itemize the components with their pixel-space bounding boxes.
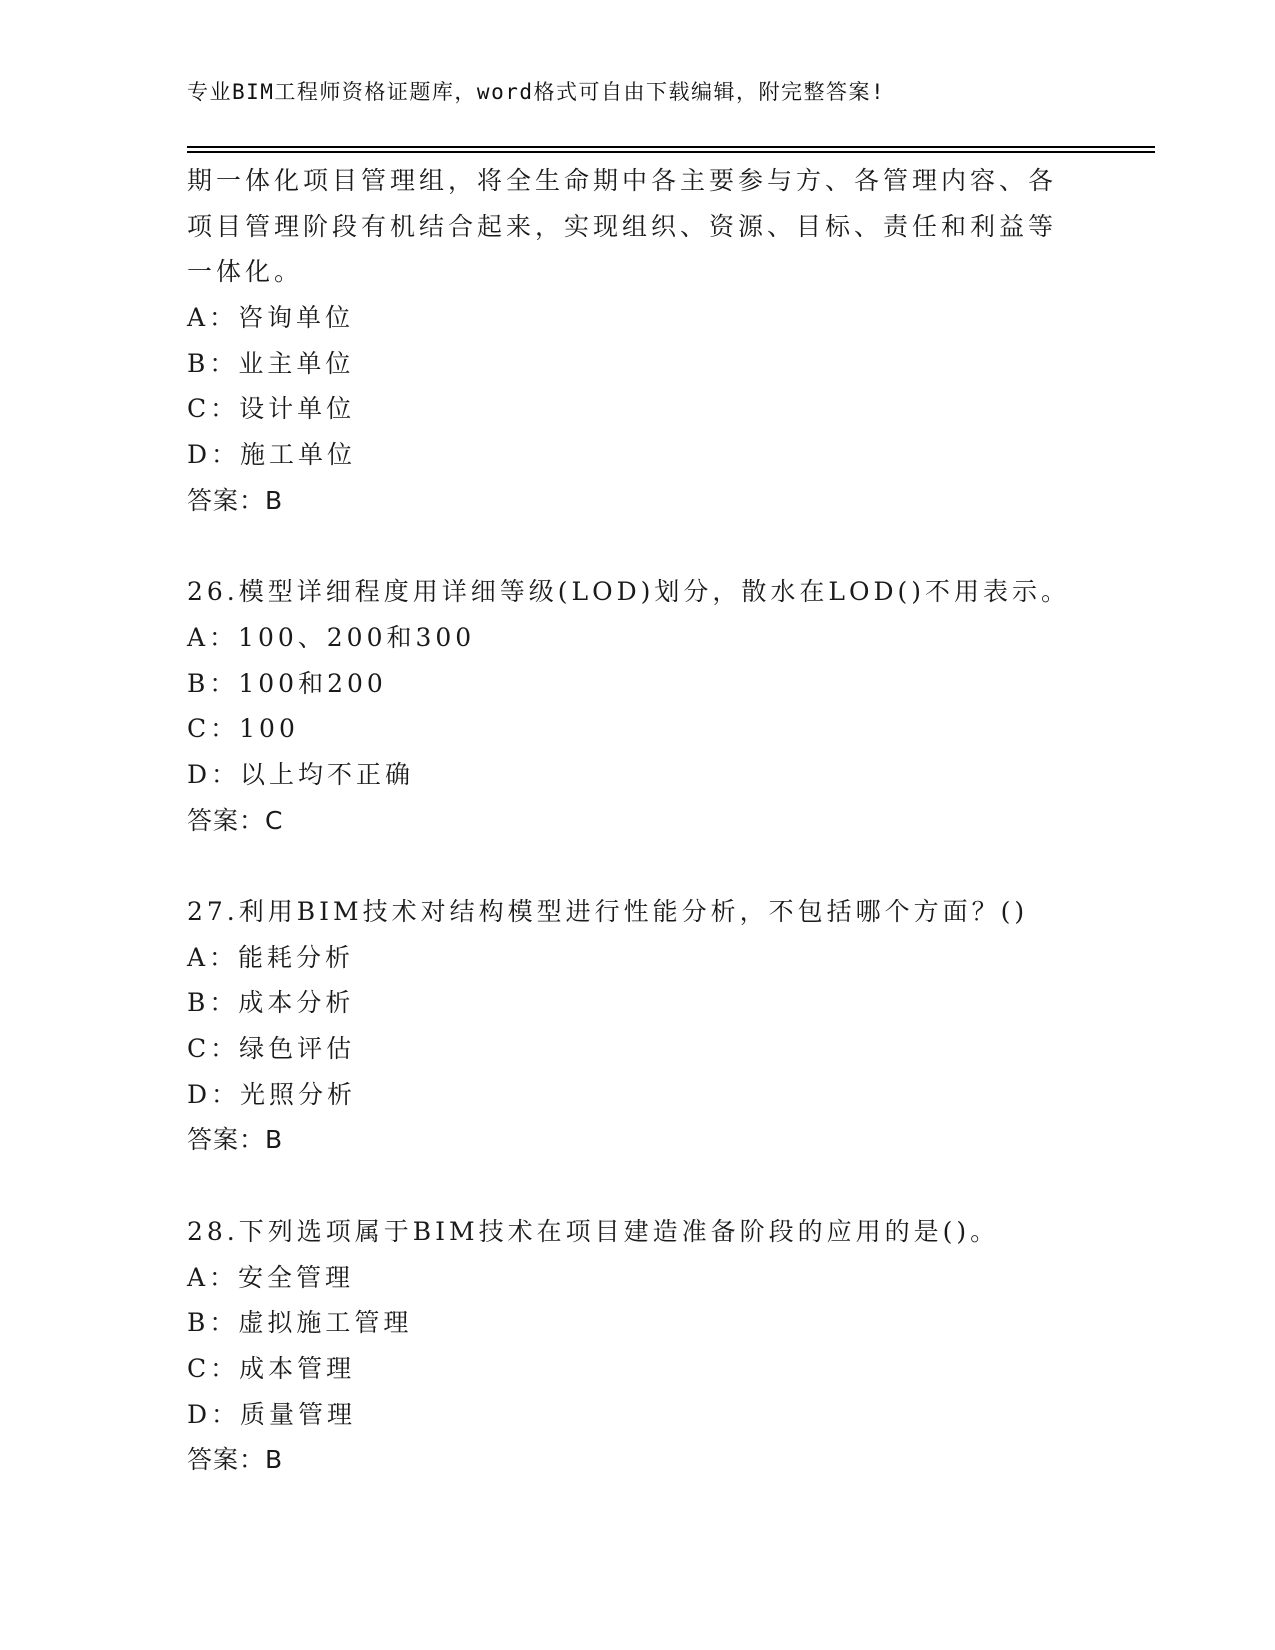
- answer: 答案：B: [187, 485, 284, 515]
- option-c: C：成本管理: [187, 1353, 356, 1383]
- option-d: D：以上均不正确: [187, 759, 415, 789]
- header-rule-bottom: [187, 151, 1155, 153]
- answer: 答案：B: [187, 1445, 284, 1475]
- option-b: B：成本分析: [187, 988, 355, 1018]
- option-a: A：安全管理: [187, 1262, 355, 1292]
- option-c: C：绿色评估: [187, 1034, 356, 1064]
- intro-line: 项目管理阶段有机结合起来，实现组织、资源、目标、责任和利益等: [187, 211, 1058, 241]
- option-a: A：咨询单位: [187, 303, 355, 333]
- option-d: D：质量管理: [187, 1399, 357, 1429]
- option-b: B：业主单位: [187, 348, 355, 378]
- answer: 答案：B: [187, 1125, 284, 1155]
- question-stem: 27.利用BIM技术对结构模型进行性能分析，不包括哪个方面？(): [187, 897, 1029, 926]
- question-content: [187, 158, 1087, 1483]
- question-stem: 28.下列选项属于BIM技术在项目建造准备阶段的应用的是()。: [187, 1216, 1000, 1246]
- intro-line: 期一体化项目管理组，将全生命期中各主要参与方、各管理内容、各: [187, 166, 1058, 195]
- page-header: 专业BIM工程师资格证题库，word格式可自由下载编辑，附完整答案!: [187, 80, 886, 104]
- header-rule-top: [187, 146, 1155, 148]
- answer: 答案：C: [187, 805, 284, 835]
- question-stem: 26.模型详细程度用详细等级(LOD)划分，散水在LOD()不用表示。: [187, 577, 1071, 607]
- option-c: C：100: [187, 714, 299, 744]
- option-d: D：光照分析: [187, 1079, 357, 1109]
- option-a: A：能耗分析: [187, 942, 355, 972]
- option-a: A：100、200和300: [187, 622, 476, 652]
- option-b: B：100和200: [187, 668, 387, 698]
- option-c: C：设计单位: [187, 394, 356, 424]
- option-d: D：施工单位: [187, 440, 357, 470]
- intro-line: 一体化。: [187, 257, 304, 287]
- option-b: B：虚拟施工管理: [187, 1308, 413, 1338]
